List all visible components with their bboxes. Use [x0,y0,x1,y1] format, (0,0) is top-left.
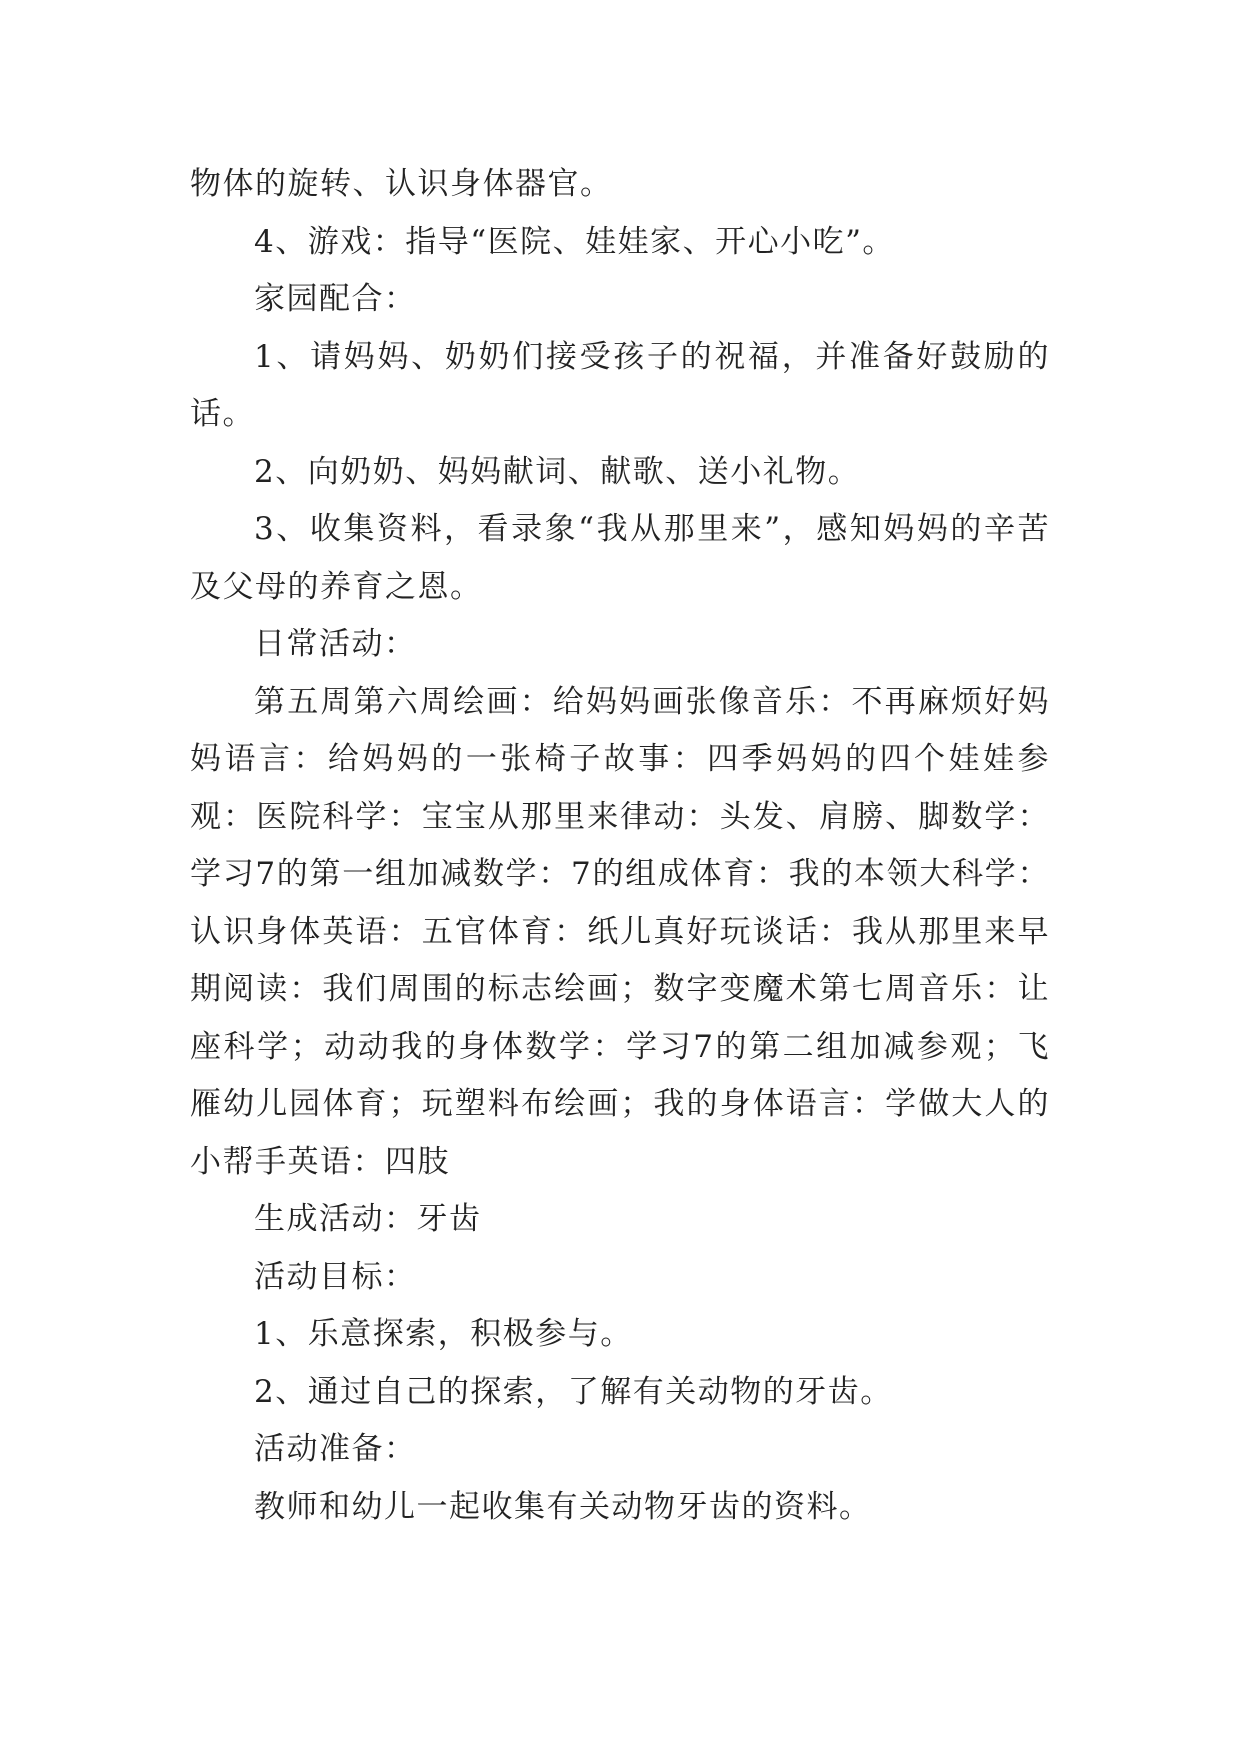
heading-home-cooperation: 家园配合： [254,281,417,317]
heading-daily-activities: 日常活动： [254,626,417,662]
list-item-gifts: 2、向奶奶、妈妈献词、献歌、送小礼物。 [254,453,861,490]
list-item-blessing: 1、请妈妈、奶奶们接受孩子的祝福，并准备好鼓励的话。 [190,338,1050,432]
document-body [190,156,1050,1536]
list-item-materials: 3、收集资料，看录象“我从那里来”，感知妈妈的辛苦及父母的养育之恩。 [190,511,1050,605]
paragraph-game-guidance: 4、游戏：指导“医院、娃娃家、开心小吃”。 [254,223,895,260]
list-item-goal-teeth: 2、通过自己的探索，了解有关动物的牙齿。 [254,1373,893,1410]
paragraph-continuation: 物体的旋转、认识身体器官。 [190,166,613,202]
heading-activity-goals: 活动目标： [254,1258,417,1295]
heading-activity-preparation: 活动准备： [254,1431,417,1467]
list-item-goal-explore: 1、乐意探索，积极参与。 [254,1316,633,1352]
heading-generated-activity: 生成活动：牙齿 [254,1201,482,1237]
paragraph-weekly-schedule: 第五周第六周绘画：给妈妈画张像音乐：不再麻烦好妈妈语言：给妈妈的一张椅子故事：四季妈妈的四个娃娃参观：医院科学：宝宝从那里来律动：头发、肩膀、脚数学：学习7的第一组加减数学：7的组成体育：我的本领大科学：认识身体英语：五官体育：纸儿真好玩谈话：我从那里来早期阅读：我们周围的标志绘画；数字变魔术第七周音乐：让座科学；动动我的身体数学：学习7的第二组加减参观；飞雁幼儿园体育；玩塑料布绘画；我的身体语言：学做大人的小帮手英语：四肢 [190,683,1050,1180]
paragraph-preparation: 教师和幼儿一起收集有关动物牙齿的资料。 [254,1488,872,1525]
